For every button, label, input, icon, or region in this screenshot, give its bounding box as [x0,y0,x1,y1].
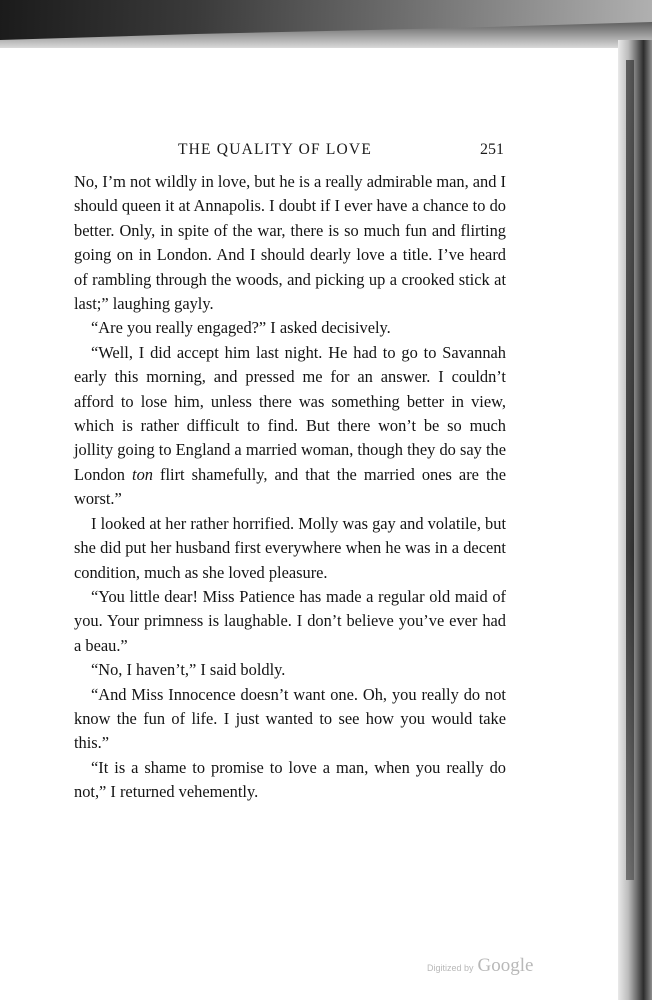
scan-right-edge [618,40,652,1000]
italic-word: ton [132,464,153,484]
watermark-prefix: Digitized by [427,963,474,973]
text-run: flirt shamefully, and that the married ones are the worst.” [74,464,506,509]
paragraph: “It is a shame to promise to love a man, when you really do not,” I returned vehemently. [74,757,506,802]
paragraph: “No, I haven’t,” I said boldly. [91,660,286,680]
paragraph: “And Miss Innocence doesn’t want one. Oh, you really do not know the fun of life. I just wanted to see how you would take this.” [74,684,506,753]
body-text [74,170,506,805]
paragraph: “You little dear! Miss Patience has made a regular old maid of you. Your primness is laughable. I don’t believe you’ve ever had a beau.” [74,586,506,655]
paragraph: No, I’m not wildly in love, but he is a really admirable man, and I should queen it at Annapolis. I doubt if I ever have a chance to do better. Only, in spite of the war, there is so much fun and flirting going on in London. And I should dearly love a title. I’ve heard of rambling through the woods, and picking up a crooked stick at last;” laughing gayly. [74,172,506,314]
running-title: THE QUALITY OF LOVE [178,141,372,158]
paragraph: “Are you really engaged?” I asked decisively. [91,318,391,338]
digitized-watermark [427,955,533,977]
scan-right-shadow [626,60,634,880]
paragraph [74,341,506,512]
watermark-brand: Google [477,955,534,976]
paragraph: I looked at her rather horrified. Molly was gay and volatile, but she did put her husband first everywhere when he was in a decent condition, much as she loved pleasure. [74,513,506,582]
page-number: 251 [480,141,504,158]
text-run: “Well, I did accept him last night. He had to go to Savannah early this morning, and pressed me for an answer. I couldn’t afford to lose him, unless there was something better in view, which is rather difficult to find. But there won’t be so much jollity going to England a married woman, though they do say the London [74,342,506,484]
